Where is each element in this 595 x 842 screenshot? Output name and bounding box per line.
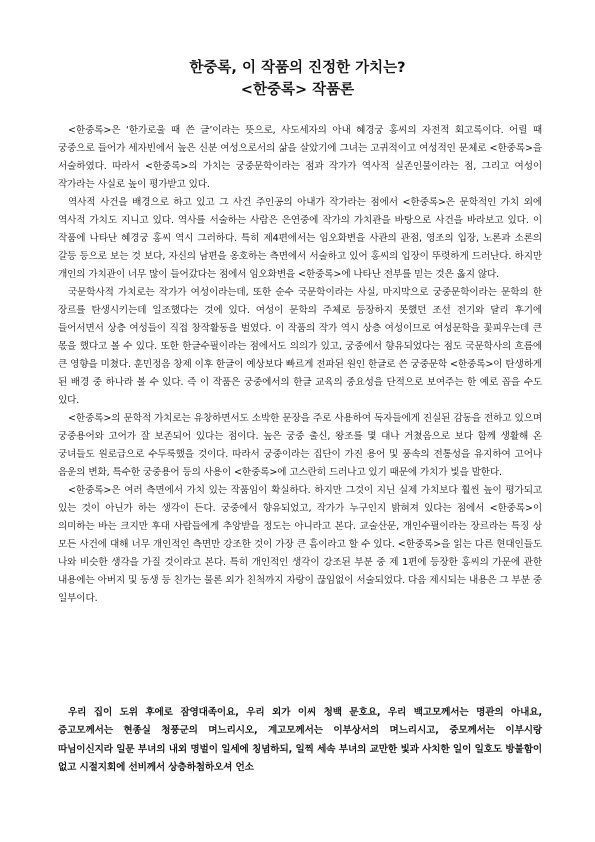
body-paragraph: <한중록>은 ‘한가로울 때 쓴 글’이라는 뜻으로, 사도세자의 아내 혜경궁 홍씨의 자전적 회고록이다. 어릴 때 궁중으로 들어가 세자빈에서 높은 신분 여성으로서의 삶을 살았기에 그녀는 고귀적이고 여성적인 문체로 <한중록>을 서술하였다. 따라서 <한중록>의 가치는 궁중문학이라는 점과 작가가 역사적 실존인물이라는 점, 그리고 여성이 작가라는 사실로 높이 평가받고 있다. (58, 125, 542, 190)
body-paragraph: <한중록>은 여러 측면에서 가치 있는 작품임이 확실하다. 하지만 그것이 지닌 실제 가치보다 훨씬 높이 평가되고 있는 것이 아닌가 하는 생각이 든다. 궁중에서 향유되었고, 작가가 누구인지 밝혀져 있다는 점에서 <한중록>이 의미하는 바는 크지만 후대 사람들에게 추앙받을 정도는 아니라고 본다. 교술산문, 개인수필이라는 장르라는 특징 상 모든 사건에 대해 너무 개인적인 측면만 강조한 것이 가장 큰 흠이라고 할 수 있다. <한중록>을 읽는 다른 현대인들도 나와 비슷한 생각을 가질 것이라고 본다. 특히 개인적인 생각이 강조된 부분 중 제 1편에 등장한 홍씨의 가문에 관한 내용에는 아버지 및 동생 등 친가는 물론 외가 친척까지 자랑이 끊임없이 서술되었다. 다음 제시되는 내용은 그 부분 중 일부이다. (58, 485, 542, 604)
quoted-excerpt (58, 704, 542, 778)
document-title: 한중록, 이 작품의 진정한 가치는? (189, 60, 406, 76)
document-body (58, 122, 542, 608)
body-paragraph: 국문학사적 가치로는 작가가 여성이라는데, 또한 순수 국문학이라는 사실, 마지막으로 궁중문학이라는 문학의 한 장르를 탄생시키는데 일조했다는 것에 있다. 여성이 문학의 주체로 등장하지 못했던 조선 전기와 달리 후기에 들어서면서 상층 여성들이 직접 창작활동을 벌였다. 이 작품의 작가 역시 상층 여성이므로 여성문학을 꽃피우는데 큰 몫을 했다고 볼 수 있다. 또한 한글수필이라는 점에서도 의의가 있고, 궁중에서 향유되었다는 점도 국문학사의 흐름에 큰 영향을 미쳤다. 훈민정음 창제 이후 한글이 예상보다 빠르게 전파된 원인 한글로 쓴 궁중문학 <한중록>이 탄생하게 된 배경 중 하나라 볼 수 있다. 즉 이 작품은 궁중에서의 한글 교육의 중요성을 단적으로 보여주는 한 예로 꼽을 수도 있다. (58, 287, 542, 406)
quoted-excerpt-text: 우리 집이 도위 후에로 잠영대족이요, 우리 외가 이씨 청백 문호요, 우리 백고모께서는 명관의 아내요, 증고모께서는 현종실 청풍군의 며느리시오, 계고모께서는 이부상서의 며느리시고, 중모께서는 이부시랑 따님이신지라 일문 부녀의 내외 명벌이 일세에 칭념하되, 일찍 세속 부녀의 교만한 빛과 사치한 일이 일호도 방불함이 없고 시절지회에 선비께서 상층하첨하오셔 언소 (58, 707, 542, 774)
body-paragraph: <한중록>의 문학적 가치로는 유창하면서도 소박한 문장을 주로 사용하여 독자들에게 진실된 감동을 전하고 있으며 궁중용어와 고어가 잘 보존되어 있다는 점이다. 높은 궁중 출신, 왕조를 몇 대나 거쳤음으로 보다 함께 생활해 온 궁녀들도 원로급으로 수두룩했을 것이다. 따라서 궁중이라는 집단이 가진 용어 및 풍속의 전통성을 유지하여 고어나 음운의 변화, 특수한 궁중용어 등의 사용이 <한중록>에 고스란히 드러나고 있기 때문에 가치가 빛을 발한다. (58, 413, 542, 478)
document-subtitle: <한중록> 작품론 (240, 82, 355, 98)
body-paragraph: 역사적 사건을 배경으로 하고 있고 그 사건 주인공의 아내가 작가라는 점에서 <한중록>은 문학적인 가치 외에 역사적 가치도 지니고 있다. 역사를 서술하는 사람은 은연중에 작가의 가치관을 바탕으로 사건을 바라보고 있다. 이 작품에 나타난 혜경궁 홍씨 역시 그러하다. 특히 제4편에서는 임오화변을 사관의 관점, 영조의 입장, 노론과 소론의 갈등 등으로 보는 것 보다, 자신의 남편을 옹호하는 측면에서 서술하고 있어 홍씨의 입장이 뚜렷하게 드러난다. 하지만 개인의 가치관이 너무 많이 들어갔다는 점에서 임오화변을 <한중록>에 나타난 전부를 믿는 것은 옳지 않다. (58, 197, 542, 280)
